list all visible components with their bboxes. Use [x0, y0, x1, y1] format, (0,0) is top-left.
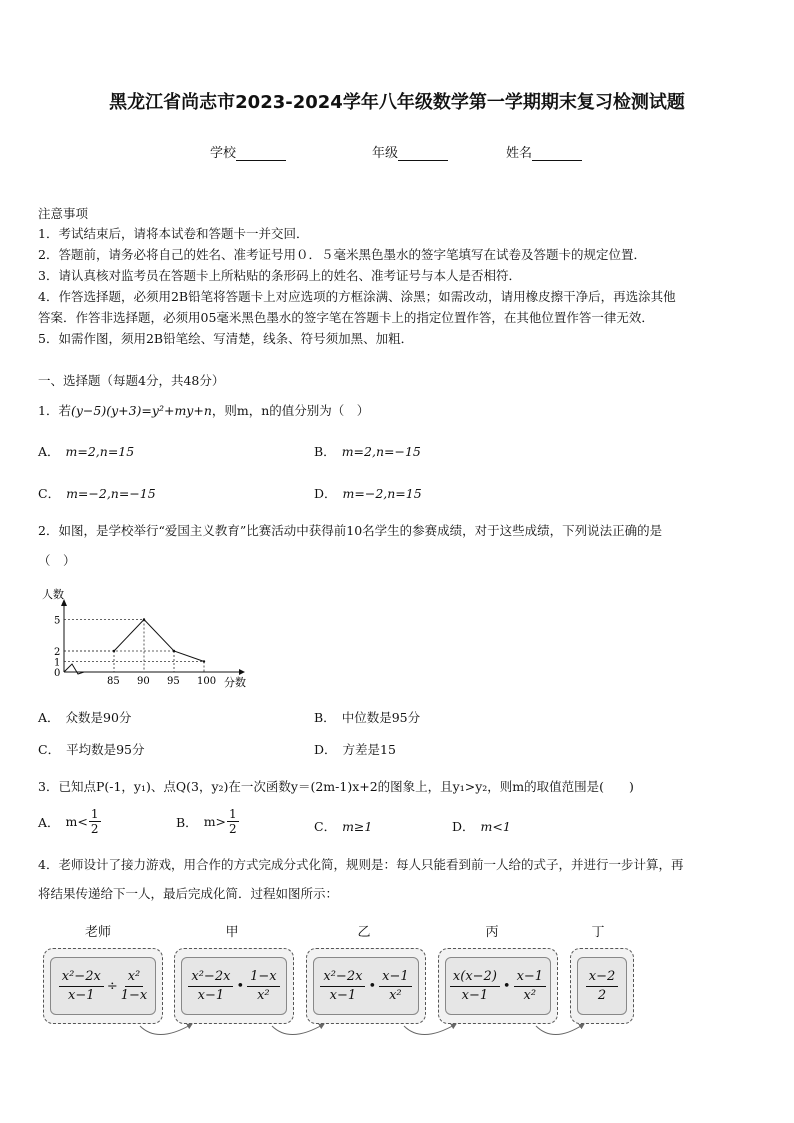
x-tick-label: 95 [167, 676, 180, 687]
series-line [114, 620, 204, 662]
relay-expression: x−2 2 [577, 957, 627, 1015]
fraction: $\frac{1}{2}$ [229, 807, 237, 836]
relay-label-bing: 丙 [485, 925, 499, 940]
x-tick-label: 100 [197, 676, 217, 687]
q2-option-c[interactable]: C． 平均数是95分 [38, 742, 145, 757]
score-line-chart [34, 584, 274, 690]
section-heading: 一、选择题（每题4分，共48分） [38, 373, 225, 388]
relay-box-ding [570, 948, 634, 1024]
notes-heading: 注意事项 [38, 206, 89, 221]
relay-box-yi [306, 948, 426, 1024]
relay-label-jia: 甲 [225, 925, 239, 940]
relay-box-bing [438, 948, 558, 1024]
relay-box-teacher [43, 948, 163, 1024]
note-item: 1．考试结束后，请将本试卷和答题卡一并交回． [38, 226, 309, 241]
name-field[interactable] [506, 142, 582, 161]
arrow-icon [404, 1024, 456, 1035]
q1-option-b[interactable]: B． m=2,n=−15 [314, 444, 421, 459]
q3-option-d[interactable]: D． m<1 [452, 819, 511, 834]
note-item: 3．请认真核对监考员在答题卡上所粘贴的条形码上的姓名、准考证号与本人是否相符． [38, 268, 521, 283]
arrow-icon [536, 1024, 584, 1035]
q2-option-d[interactable]: D． 方差是15 [314, 742, 396, 757]
relay-label-teacher: 老师 [84, 925, 111, 940]
data-point [113, 650, 115, 652]
q1-option-d[interactable]: D． m=−2,n=15 [314, 486, 422, 501]
data-point [143, 618, 145, 620]
q3-option-b[interactable]: B． m> $\frac{1}{2}$ [176, 807, 237, 836]
q3-option-c[interactable]: C． m≥1 [314, 819, 373, 834]
question-4: 4．老师设计了接力游戏，用合作的方式完成分式化简，规则是：每人只能看到前一人给的式子，并进行一步计算，再 [38, 857, 684, 872]
q2-option-b[interactable]: B． 中位数是95分 [314, 710, 421, 725]
relay-arrows [0, 1018, 794, 1048]
arrow-icon [140, 1024, 192, 1035]
page-title: 黑龙江省尚志市2023-2024学年八年级数学第一学期期末复习检测试题 [109, 92, 685, 113]
question-2-blank: （ ） [38, 553, 76, 568]
question-4-line2: 将结果传递给下一人，最后完成化简．过程如图所示： [38, 886, 339, 901]
q1-prefix: 1．若 [38, 403, 71, 418]
x-axis-arrow-icon [239, 669, 245, 675]
relay-label-ding: 丁 [591, 925, 605, 940]
q1-option-a[interactable]: A． m=2,n=15 [38, 444, 135, 459]
question-1 [38, 401, 369, 419]
data-point [173, 650, 175, 652]
relay-expression: x(x−2) x−1 • x−1 x² [445, 957, 551, 1015]
question-3: 3．已知点P(-1，y₁)、点Q(3，y₂)在一次函数y＝(2m-1)x+2的图象上，且y₁>y₂，则m的取值范围是( ) [38, 779, 634, 794]
y-tick-label: 5 [54, 615, 61, 627]
school-label: 学校 [210, 146, 237, 161]
question-2: 2．如图，是学校举行“爱国主义教育”比赛活动中获得前10名学生的参赛成绩，对于这些成绩，下列说法正确的是 [38, 523, 663, 538]
relay-label-yi: 乙 [357, 925, 371, 940]
note-item: 答案．作答非选择题，必须用05毫米黑色墨水的签字笔在答题卡上的指定位置作答，在其他位置作答一律无效． [38, 310, 654, 325]
relay-expression: x²−2x x−1 • 1−x x² [181, 957, 287, 1015]
q2-option-a[interactable]: A． 众数是90分 [38, 710, 132, 725]
y-tick-label: 2 [54, 647, 61, 658]
q1-option-c[interactable]: C． m=−2,n=−15 [38, 486, 156, 501]
x-tick-label: 90 [137, 676, 150, 687]
relay-box-jia [174, 948, 294, 1024]
note-item: 5．如需作图，须用2B铅笔绘、写清楚，线条、符号须加黑、加粗． [38, 331, 414, 346]
arrow-icon [272, 1024, 324, 1035]
grade-field[interactable] [372, 142, 448, 161]
y-axis-label: 人数 [42, 588, 64, 601]
fraction: $\frac{1}{2}$ [90, 807, 99, 836]
q1-suffix: ，则m，n的值分别为（ ） [211, 403, 370, 418]
y-tick-label: 1 [54, 657, 61, 669]
school-field[interactable] [210, 142, 286, 161]
grade-label: 年级 [372, 146, 399, 161]
relay-expression: $\frac{\text{x²−2x}}{x-1}$ ÷ $\frac{\text{x²}}{1-x}$ [50, 957, 156, 1015]
relay-expression: x²−2x x−1 • x−1 x² [313, 957, 419, 1015]
q3-option-a[interactable]: A． m< $\frac{1}{2}$ [38, 807, 99, 836]
data-point [203, 660, 205, 662]
name-label: 姓名 [506, 146, 533, 161]
x-tick-label: 85 [107, 676, 120, 687]
q1-expression: (y−5)(y+3)=y²+my+n [70, 403, 212, 418]
note-item: 4．作答选择题，必须用2B铅笔将答题卡上对应选项的方框涂满、涂黑；如需改动，请用橡皮擦干净后，再选涂其他 [38, 289, 676, 304]
y-tick-label: 0 [54, 668, 61, 679]
x-axis-label: 分数 [224, 676, 246, 689]
note-item: 2．答题前，请务必将自己的姓名、准考证号用０．５毫米黑色墨水的签字笔填写在试卷及答题卡的规定位置． [38, 247, 646, 262]
